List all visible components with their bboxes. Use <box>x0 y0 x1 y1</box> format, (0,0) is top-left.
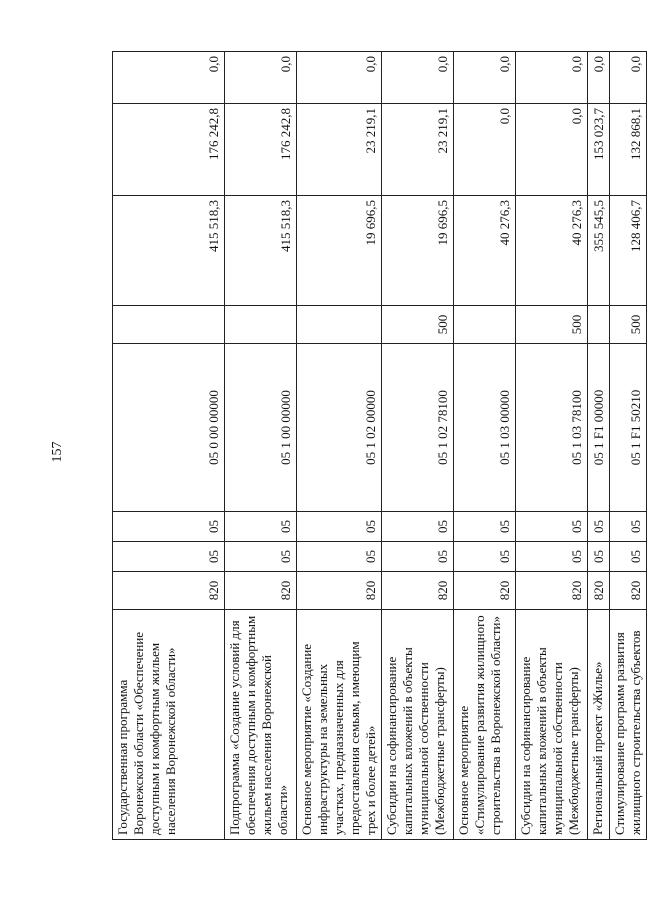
year2-cell: 23 219,1 <box>297 104 382 196</box>
year3-cell: 0,0 <box>382 52 454 104</box>
year1-cell: 128 406,7 <box>610 196 647 306</box>
csr-cell: 05 1 00 00000 <box>225 344 297 512</box>
pr-cell: 05 <box>297 512 382 542</box>
row-name: Основное мероприятие «Стимулирование развития жилищного строительства в Воронежской области» <box>454 610 516 840</box>
csr-cell: 05 1 03 00000 <box>454 344 516 512</box>
row-name: Субсидии на софинансирование капитальных вложений в объекты муниципальной собственности (Межбюджетные трансферты) <box>382 610 454 840</box>
csr-cell: 05 1 F1 50210 <box>610 344 647 512</box>
year3-cell: 0,0 <box>516 52 588 104</box>
rz-cell: 05 <box>588 542 610 572</box>
pr-cell: 05 <box>610 512 647 542</box>
vr-cell <box>113 306 225 344</box>
vr-cell: 500 <box>382 306 454 344</box>
rz-cell: 05 <box>382 542 454 572</box>
year2-cell: 153 023,7 <box>588 104 610 196</box>
table-row <box>610 52 647 840</box>
pr-cell: 05 <box>454 512 516 542</box>
rotated-page <box>112 52 643 840</box>
rz-cell: 05 <box>454 542 516 572</box>
vr-cell <box>454 306 516 344</box>
grbs-cell: 820 <box>454 572 516 610</box>
row-name: Подпрограмма «Создание условий для обеспечения доступным и комфортным жильем населения Воронежской области» <box>225 610 297 840</box>
year1-cell: 40 276,3 <box>454 196 516 306</box>
csr-cell: 05 1 03 78100 <box>516 344 588 512</box>
pr-cell: 05 <box>225 512 297 542</box>
year2-cell: 0,0 <box>454 104 516 196</box>
year2-cell: 176 242,8 <box>113 104 225 196</box>
csr-cell: 05 0 00 00000 <box>113 344 225 512</box>
csr-cell: 05 1 02 78100 <box>382 344 454 512</box>
table-body <box>113 52 647 840</box>
rz-cell: 05 <box>516 542 588 572</box>
vr-cell <box>588 306 610 344</box>
year3-cell: 0,0 <box>588 52 610 104</box>
grbs-cell: 820 <box>382 572 454 610</box>
year1-cell: 19 696,5 <box>382 196 454 306</box>
vr-cell <box>297 306 382 344</box>
year1-cell: 19 696,5 <box>297 196 382 306</box>
grbs-cell: 820 <box>113 572 225 610</box>
table-row <box>588 52 610 840</box>
year3-cell: 0,0 <box>610 52 647 104</box>
vr-cell <box>225 306 297 344</box>
row-name: Региональный проект «Жилье» <box>588 610 610 840</box>
pr-cell: 05 <box>382 512 454 542</box>
pr-cell: 05 <box>113 512 225 542</box>
year3-cell: 0,0 <box>297 52 382 104</box>
budget-table <box>112 51 647 840</box>
rz-cell: 05 <box>225 542 297 572</box>
table-row <box>516 52 588 840</box>
year2-cell: 176 242,8 <box>225 104 297 196</box>
year2-cell: 132 868,1 <box>610 104 647 196</box>
grbs-cell: 820 <box>225 572 297 610</box>
table-row <box>297 52 382 840</box>
table-row <box>382 52 454 840</box>
table-row <box>225 52 297 840</box>
year2-cell: 23 219,1 <box>382 104 454 196</box>
year3-cell: 0,0 <box>454 52 516 104</box>
grbs-cell: 820 <box>610 572 647 610</box>
year1-cell: 415 518,3 <box>225 196 297 306</box>
row-name: Государственная программа Воронежской области «Обеспечение доступным и комфортным жильем населения Воронежской области» <box>113 610 225 840</box>
row-name: Основное мероприятие «Создание инфраструктуры на земельных участках, предназначенных для предоставления семьям, имеющим трех и более детей» <box>297 610 382 840</box>
table-row <box>454 52 516 840</box>
year1-cell: 415 518,3 <box>113 196 225 306</box>
table-row <box>113 52 225 840</box>
rz-cell: 05 <box>610 542 647 572</box>
csr-cell: 05 1 02 00000 <box>297 344 382 512</box>
year1-cell: 355 545,5 <box>588 196 610 306</box>
rz-cell: 05 <box>297 542 382 572</box>
year1-cell: 40 276,3 <box>516 196 588 306</box>
pr-cell: 05 <box>516 512 588 542</box>
grbs-cell: 820 <box>588 572 610 610</box>
year3-cell: 0,0 <box>113 52 225 104</box>
vr-cell: 500 <box>516 306 588 344</box>
page-number: 157 <box>50 441 65 463</box>
grbs-cell: 820 <box>516 572 588 610</box>
vr-cell: 500 <box>610 306 647 344</box>
row-name: Субсидии на софинансирование капитальных вложений в объекты муниципальной собственности (Межбюджетные трансферты) <box>516 610 588 840</box>
pr-cell: 05 <box>588 512 610 542</box>
csr-cell: 05 1 F1 00000 <box>588 344 610 512</box>
row-name: Стимулирование программ развития жилищного строительства субъектов <box>610 610 647 840</box>
grbs-cell: 820 <box>297 572 382 610</box>
year2-cell: 0,0 <box>516 104 588 196</box>
rz-cell: 05 <box>113 542 225 572</box>
year3-cell: 0,0 <box>225 52 297 104</box>
